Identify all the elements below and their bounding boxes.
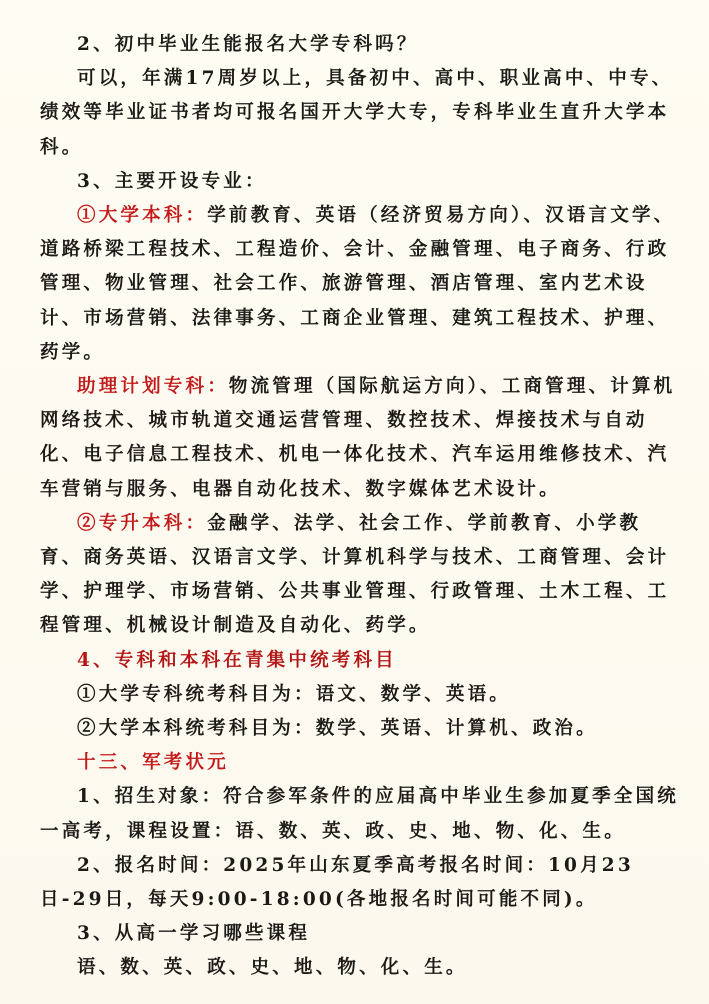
undergrad-label: ①大学本科： <box>77 205 208 227</box>
section-13-paragraph-3-title: 3、从高一学习哪些课程 <box>77 923 311 945</box>
assist-plan-label: 助理计划专科： <box>77 376 229 398</box>
upgrade-majors-text: 金融学、法学、社会工作、学前教育、小学教育、商务英语、汉语言文学、计算机科学与技术、工商管理、会计学、护理学、市场营销、公共事业管理、行政管理、土木工程、工程管理、机械设计制造及自动化、药学。 <box>40 512 670 637</box>
upgrade-majors-paragraph <box>40 507 680 644</box>
question-4-item-1: ①大学专科统考科目为：语文、数学、英语。 <box>77 683 512 705</box>
question-4-title: 4、专科和本科在青集中统考科目 <box>77 649 397 671</box>
document-body <box>40 28 680 986</box>
undergrad-majors-text: 学前教育、英语（经济贸易方向）、汉语言文学、道路桥梁工程技术、工程造价、会计、金融管理、电子商务、行政管理、物业管理、社会工作、旅游管理、酒店管理、室内艺术设计、市场营销、法律事务、工商企业管理、建筑工程技术、护理、药学。 <box>40 205 676 363</box>
question-4-item-2: ②大学本科统考科目为：数学、英语、计算机、政治。 <box>77 718 598 740</box>
undergrad-majors-paragraph <box>40 199 680 370</box>
section-13-paragraph-1: 1、招生对象：符合参军条件的应届高中毕业生参加夏季全国统一高考，课程设置：语、数、英、政、史、地、物、化、生。 <box>40 786 679 842</box>
question-2-answer: 可以，年满17周岁以上，具备初中、高中、职业高中、中专、绩效等毕业证书者均可报名国开大学大专，专科毕业生直升大学本科。 <box>40 68 674 158</box>
section-13-paragraph-2: 2、报名时间：2025年山东夏季高考报名时间：10月23日-29日，每天9:00-18:00(各地报名时间可能不同)。 <box>40 854 634 911</box>
section-13-title: 十三、军考状元 <box>77 752 229 774</box>
assist-plan-text: 物流管理（国际航运方向）、工商管理、计算机网络技术、城市轨道交通运营管理、数控技术、焊接技术与自动化、电子信息工程技术、机电一体化技术、汽车运用维修技术、汽车营销与服务、电器自动化技术、数字媒体艺术设计。 <box>40 376 676 500</box>
upgrade-label: ②专升本科： <box>77 512 208 534</box>
assist-plan-paragraph <box>40 370 680 507</box>
question-3-title: 3、主要开设专业： <box>77 170 267 192</box>
section-13-paragraph-3-text: 语、数、英、政、史、地、物、化、生。 <box>77 957 468 979</box>
question-2-title: 2、初中毕业生能报名大学专科吗？ <box>77 34 419 55</box>
